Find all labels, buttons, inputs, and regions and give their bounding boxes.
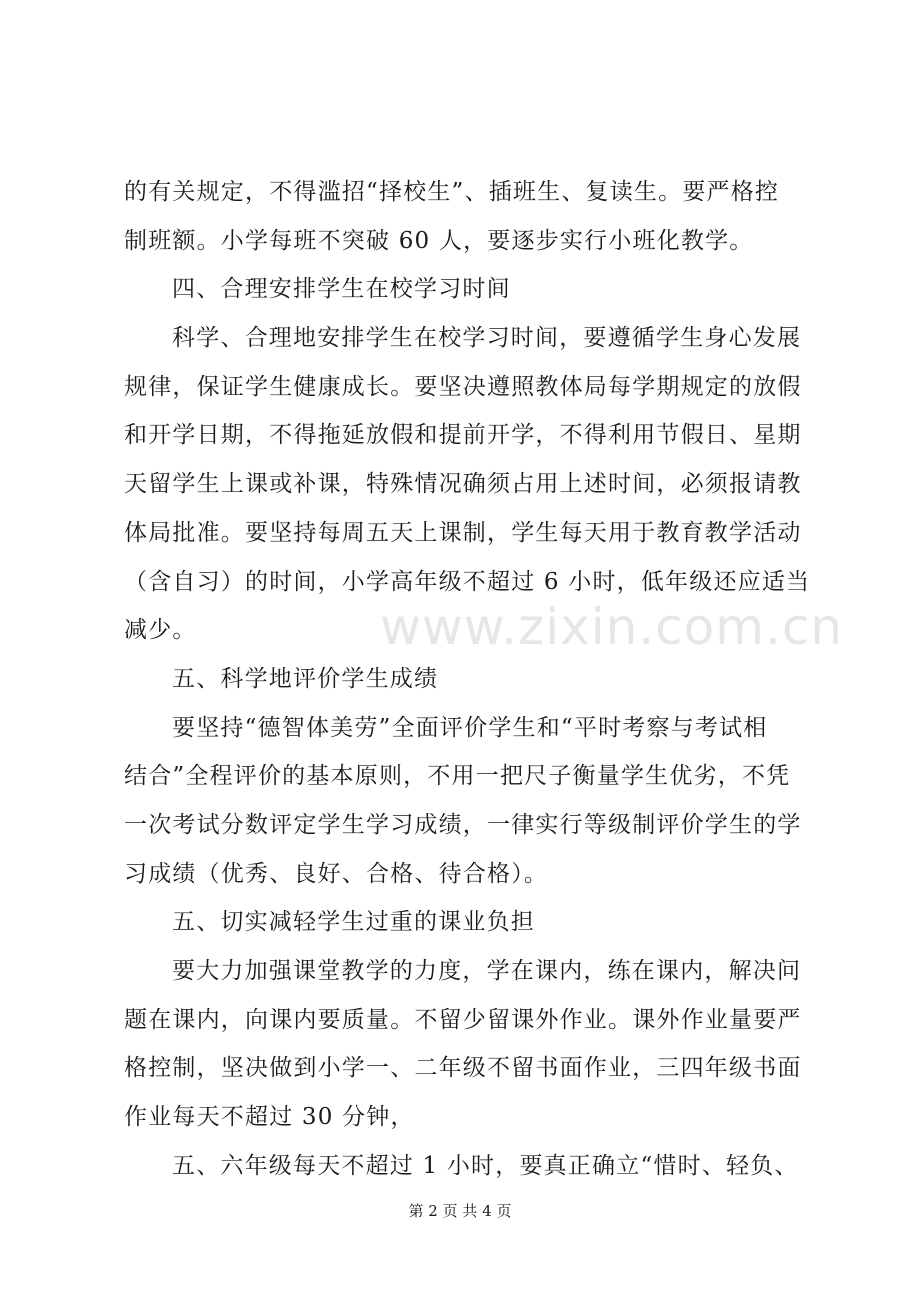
section-heading: 四、合理安排学生在校学习时间 xyxy=(172,276,511,303)
text-line: 科学、合理地安排学生在校学习时间，要遵循学生身心发展 xyxy=(172,325,802,352)
document-body xyxy=(124,168,814,1190)
text-line: 一次考试分数评定学生学习成绩，一律实行等级制评价学生的学 xyxy=(124,811,802,838)
text-line: 规律，保证学生健康成长。要坚决遵照教体局每学期规定的放假 xyxy=(124,373,802,400)
page-footer: 第 2 页 共 4 页 xyxy=(408,1202,512,1220)
text-line: 天留学生上课或补课，特殊情况确须占用上述时间，必须报请教 xyxy=(124,471,802,498)
text-line: 要坚持“德智体美劳”全面评价学生和“平时考察与考试相 xyxy=(172,714,768,741)
text-line: 习成绩（优秀、良好、合格、待合格）。 xyxy=(124,860,549,887)
text-line: 格控制，坚决做到小学一、二年级不留书面作业，三四年级书面 xyxy=(124,1055,802,1082)
watermark: www.zixin.com.cn xyxy=(380,598,844,656)
text-line: 要大力加强课堂教学的力度，学在课内，练在课内，解决问 xyxy=(172,958,802,984)
section-heading: 五、切实减轻学生过重的课业负担 xyxy=(172,909,535,936)
section-heading: 五、科学地评价学生成绩 xyxy=(172,665,439,692)
text-line: （含自习）的时间，小学高年级不超过 6 小时，低年级还应适当 xyxy=(124,568,811,595)
text-line: 五、六年级每天不超过 1 小时，要真正确立“惜时、轻负、 xyxy=(172,1152,799,1179)
text-line: 和开学日期，不得拖延放假和提前开学，不得利用节假日、星期 xyxy=(124,422,802,449)
text-line: 结合”全程评价的基本原则，不用一把尺子衡量学生优劣，不凭 xyxy=(124,763,791,790)
text-line: 制班额。小学每班不突破 60 人，要逐步实行小班化教学。 xyxy=(124,227,754,254)
text-line: 体局批准。要坚持每周五天上课制，学生每天用于教育教学活动 xyxy=(124,519,802,546)
text-line: 的有关规定，不得滥招“择校生”、插班生、复读生。要严格控 xyxy=(124,179,780,205)
text-line: 作业每天不超过 30 分钟， xyxy=(124,1104,415,1131)
text-line: 减少。 xyxy=(124,617,197,644)
text-line: 题在课内，向课内要质量。不留少留课外作业。课外作业量要严 xyxy=(124,1006,802,1033)
